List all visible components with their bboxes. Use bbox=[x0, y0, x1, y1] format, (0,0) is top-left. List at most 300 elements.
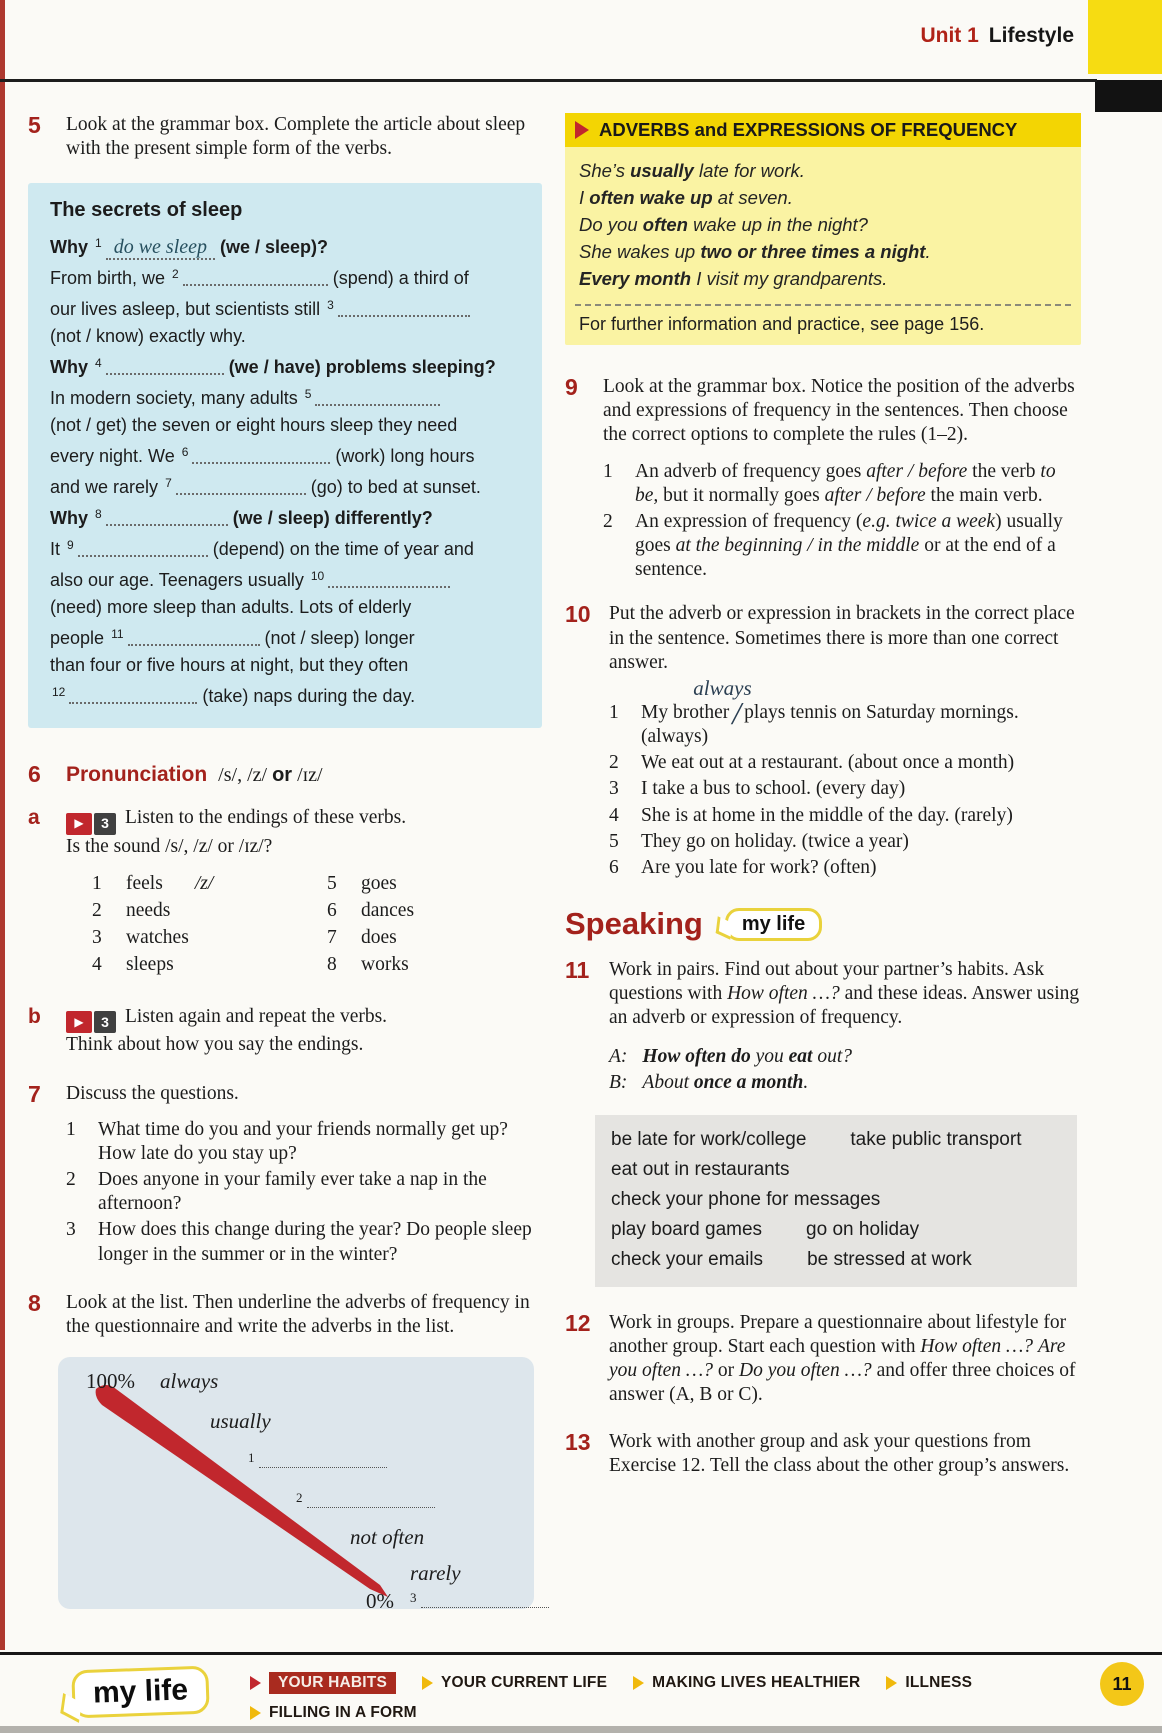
verb-number: 7 bbox=[327, 926, 337, 948]
exercise-10-item-number: 3 bbox=[609, 778, 619, 800]
exercise-9-item-text bbox=[635, 460, 1081, 508]
diagram-label-rarely: rarely bbox=[410, 1561, 461, 1586]
text-segment: after / before bbox=[824, 484, 926, 506]
exercise-11-dialogue bbox=[609, 1045, 1081, 1095]
text-segment: She’s bbox=[579, 160, 631, 181]
text-segment: I visit my grandparents. bbox=[691, 268, 888, 289]
text-segment: or bbox=[272, 764, 293, 787]
my-life-badge: my life bbox=[725, 908, 822, 941]
exercise-8-number: 8 bbox=[28, 1289, 41, 1316]
exercise-10-item bbox=[609, 675, 1081, 749]
footer-topic[interactable] bbox=[250, 1672, 396, 1694]
exercise-10-item-pre: My brother bbox=[641, 701, 730, 723]
exercise-13-instruction: Work with another group and ask your questions from Exercise 12. Tell the class about the other group’s answers. bbox=[609, 1430, 1070, 1476]
exercise-10-item-text: They go on holiday. (twice a year) bbox=[641, 830, 909, 852]
exercise-12-number: 12 bbox=[565, 1309, 591, 1336]
footer-topic-label: YOUR CURRENT LIFE bbox=[440, 1674, 608, 1691]
text-segment: (take) naps during the day. bbox=[197, 686, 416, 707]
article-line bbox=[50, 501, 524, 532]
text-segment: the verb bbox=[967, 460, 1041, 482]
item-a-text bbox=[66, 806, 406, 859]
exercise-9 bbox=[565, 375, 1081, 582]
ideas-line bbox=[611, 1185, 1061, 1215]
exercise-10-item-number: 1 bbox=[609, 701, 619, 723]
exercise-10-item-text: Are you late for work? (often) bbox=[641, 856, 877, 878]
verb-sound-note: /z/ bbox=[194, 872, 214, 894]
text-segment: than four or five hours at night, but they often bbox=[50, 655, 409, 676]
text-segment: /ɪz/ bbox=[292, 764, 323, 787]
text-segment: 11 bbox=[111, 627, 124, 642]
footer-topic-label: FILLING IN A FORM bbox=[269, 1704, 417, 1721]
fill-in-blank[interactable] bbox=[69, 687, 197, 704]
verb-word: does bbox=[361, 926, 397, 948]
grammar-box-title: ADVERBS and EXPRESSIONS OF FREQUENCY bbox=[599, 119, 1018, 140]
dialogue-text bbox=[642, 1071, 808, 1095]
text-segment: I bbox=[579, 187, 590, 208]
pronunciation-sounds bbox=[213, 764, 322, 786]
exercise-9-number: 9 bbox=[565, 374, 578, 400]
exercise-12-instruction bbox=[609, 1311, 1081, 1408]
text-segment: and we rarely bbox=[50, 477, 164, 498]
text-segment: Why bbox=[50, 237, 93, 258]
text-segment: wake up in the night? bbox=[687, 214, 868, 235]
article-line bbox=[50, 350, 524, 381]
article-line bbox=[50, 412, 524, 439]
exercise-7 bbox=[28, 1082, 542, 1267]
footer-topics bbox=[250, 1672, 972, 1732]
exercise-10-items bbox=[609, 675, 1081, 880]
exercise-10-item-text: We eat out at a restaurant. (about once a month) bbox=[641, 752, 1015, 774]
grammar-box-sentences bbox=[565, 147, 1081, 298]
verb-item bbox=[327, 900, 517, 927]
exercise-6-heading bbox=[66, 762, 323, 788]
text-segment: Are you often …? bbox=[609, 1336, 1066, 1382]
idea-phrase: go on holiday bbox=[806, 1218, 920, 1240]
play-icon: ▶ bbox=[66, 813, 92, 835]
fill-in-blank[interactable] bbox=[176, 478, 306, 495]
text-segment: (depend) on the time of year and bbox=[207, 539, 474, 560]
diagram-blank-1-line[interactable] bbox=[259, 1453, 387, 1468]
idea-phrase: eat out in restaurants bbox=[611, 1158, 790, 1180]
verb-number: 5 bbox=[327, 872, 337, 894]
footer-topics-row-1 bbox=[250, 1672, 972, 1694]
diagram-blank-3-line[interactable] bbox=[421, 1593, 549, 1608]
dialogue-line bbox=[609, 1045, 1081, 1069]
article-line bbox=[50, 652, 524, 679]
grammar-box-note: For further information and practice, see page 156. bbox=[579, 314, 985, 334]
sleep-article-box bbox=[28, 183, 542, 728]
verb-item bbox=[327, 873, 517, 900]
idea-phrase: be late for work/college bbox=[611, 1128, 807, 1150]
exercise-10-item-number: 5 bbox=[609, 830, 619, 852]
dialogue-speaker-label: A: bbox=[609, 1045, 628, 1067]
exercise-5-number: 5 bbox=[28, 112, 41, 138]
text-segment: to be, bbox=[635, 460, 1056, 506]
text-segment: 4 bbox=[95, 356, 102, 371]
triangle-bullet-icon bbox=[422, 1676, 433, 1690]
text-segment: 10 bbox=[310, 569, 325, 584]
diagram-blank-1: 1 bbox=[248, 1449, 387, 1474]
text-segment: the main verb. bbox=[925, 484, 1043, 506]
article-line bbox=[50, 532, 524, 563]
exercise-7-item-number: 1 bbox=[66, 1118, 76, 1140]
idea-phrase: play board games bbox=[611, 1218, 763, 1240]
exercise-9-rules bbox=[603, 460, 1081, 583]
footer-topic[interactable] bbox=[633, 1674, 860, 1692]
exercise-9-item bbox=[603, 460, 1081, 508]
text-segment: every night. We bbox=[50, 446, 180, 467]
article-line bbox=[50, 621, 524, 652]
grammar-example-sentence bbox=[579, 238, 1067, 265]
text-segment: She wakes up bbox=[579, 241, 701, 262]
page-bottom-edge bbox=[0, 1726, 1162, 1733]
verb-item bbox=[92, 927, 327, 954]
exercise-5 bbox=[28, 113, 542, 161]
grammar-example-sentence bbox=[579, 211, 1067, 238]
diagram-blank-3: 3 bbox=[410, 1589, 549, 1614]
fill-in-blank[interactable] bbox=[315, 389, 440, 406]
exercise-10 bbox=[565, 602, 1081, 880]
grammar-example-sentence bbox=[579, 184, 1067, 211]
text-segment: An adverb of frequency goes bbox=[635, 460, 867, 482]
text-segment: About bbox=[642, 1071, 694, 1093]
grammar-box bbox=[565, 113, 1081, 345]
text-segment: Why bbox=[50, 508, 93, 529]
exercise-10-item bbox=[609, 804, 1081, 828]
fill-in-blank[interactable] bbox=[106, 509, 228, 526]
text-segment: (work) long hours bbox=[330, 446, 475, 467]
text-segment: (not / get) the seven or eight hours sleep they need bbox=[50, 415, 458, 436]
verb-number: 6 bbox=[327, 899, 337, 921]
text-segment: 5 bbox=[304, 387, 312, 402]
footer-topics-row-2 bbox=[250, 1704, 972, 1722]
article-line bbox=[50, 679, 524, 710]
frequency-arrow bbox=[58, 1357, 534, 1609]
triangle-bullet-icon bbox=[250, 1706, 261, 1720]
footer-topic[interactable] bbox=[886, 1674, 972, 1692]
article-line bbox=[50, 563, 524, 594]
text-segment: Why bbox=[50, 357, 93, 378]
triangle-bullet-icon bbox=[633, 1676, 644, 1690]
grammar-box-header bbox=[565, 113, 1081, 147]
exercise-10-item-number: 4 bbox=[609, 804, 619, 826]
text-segment: 2 bbox=[172, 267, 179, 282]
article-title: The secrets of sleep bbox=[50, 199, 243, 222]
fill-in-blank[interactable] bbox=[183, 269, 328, 286]
audio-track-icon[interactable] bbox=[66, 813, 116, 835]
article-line bbox=[50, 381, 524, 412]
handwritten-annotation: always bbox=[693, 675, 752, 700]
text-segment: Every month bbox=[579, 268, 692, 289]
verb-word: feels bbox=[126, 872, 163, 894]
text-segment: (not / sleep) longer bbox=[259, 628, 415, 649]
text-segment: (spend) a third of bbox=[327, 268, 469, 289]
track-number: 3 bbox=[94, 1011, 116, 1033]
pronunciation-heading: Pronunciation bbox=[66, 763, 208, 787]
text-segment: two or three times a night bbox=[700, 241, 926, 262]
fill-in-blank[interactable] bbox=[338, 300, 470, 317]
diagram-0-percent: 0% bbox=[366, 1589, 394, 1614]
exercise-7-items bbox=[66, 1118, 542, 1267]
fill-in-blank[interactable] bbox=[128, 629, 260, 646]
exercise-10-item-number: 2 bbox=[609, 752, 619, 774]
diagram-blank-2: 2 bbox=[296, 1489, 435, 1514]
fill-in-blank[interactable] bbox=[328, 571, 450, 588]
diagram-label-usually: usually bbox=[210, 1409, 271, 1434]
audio-track-icon[interactable] bbox=[66, 1011, 116, 1033]
speaking-heading: Speaking bbox=[565, 906, 703, 942]
exercise-9-item-number: 1 bbox=[603, 460, 613, 482]
ideas-line bbox=[611, 1125, 1061, 1155]
article-line bbox=[50, 594, 524, 621]
exercise-7-item-text: Does anyone in your family ever take a nap in the afternoon? bbox=[98, 1169, 487, 1215]
verb-item bbox=[327, 954, 517, 981]
text-segment: usually bbox=[630, 160, 694, 181]
grammar-example-sentence bbox=[579, 265, 1067, 292]
insertion-caret bbox=[693, 675, 752, 731]
text-segment: or at the end of a sentence. bbox=[635, 535, 1056, 581]
text-segment: you bbox=[755, 1045, 789, 1067]
text-segment: often bbox=[642, 214, 688, 235]
verb-number: 4 bbox=[92, 953, 102, 975]
article-line bbox=[50, 323, 524, 350]
book-spine-edge bbox=[0, 0, 5, 1650]
text-segment: 12 bbox=[52, 685, 66, 700]
exercise-8-instruction: Look at the list. Then underline the adverbs of frequency in the questionnaire and write the adverbs in the list. bbox=[66, 1291, 530, 1337]
verb-word: dances bbox=[361, 899, 415, 921]
text-segment: at seven. bbox=[712, 187, 793, 208]
diagram-label-always: always bbox=[160, 1369, 219, 1394]
text-segment: (not / know) exactly why. bbox=[50, 326, 246, 347]
handwritten-answer: do we sleep bbox=[106, 236, 215, 260]
verb-number: 2 bbox=[92, 899, 102, 921]
article-line bbox=[50, 230, 524, 261]
exercise-10-body bbox=[609, 602, 1081, 880]
text-segment: but it normally goes bbox=[658, 484, 825, 506]
verb-word: goes bbox=[361, 872, 397, 894]
text-segment: In modern society, many adults bbox=[50, 388, 303, 409]
article-line bbox=[50, 470, 524, 501]
text-segment: and offer three choices of answer (A, B or C). bbox=[609, 1360, 1076, 1406]
exercise-6a bbox=[28, 806, 542, 859]
exercise-10-item-post: plays tennis on Saturday mornings. (always) bbox=[641, 701, 1019, 748]
exercise-10-item-text bbox=[641, 675, 1081, 749]
footer-topic-label: YOUR HABITS bbox=[269, 1672, 396, 1694]
text-segment: It bbox=[50, 539, 66, 560]
exercise-11 bbox=[565, 958, 1081, 1095]
exercise-9-item-text bbox=[635, 510, 1081, 583]
item-b-line1: Listen again and repeat the verbs. bbox=[125, 1005, 388, 1027]
exercise-13 bbox=[565, 1430, 1081, 1478]
right-column bbox=[565, 113, 1081, 1478]
ideas-line bbox=[611, 1215, 1061, 1245]
triangle-bullet-icon bbox=[886, 1676, 897, 1690]
footer-topic-label: ILLNESS bbox=[905, 1674, 973, 1691]
article-lines bbox=[50, 230, 524, 710]
red-triangle-icon bbox=[575, 121, 589, 139]
text-segment: . bbox=[925, 241, 931, 262]
diagram-100-percent: 100% bbox=[86, 1369, 135, 1394]
ideas-line bbox=[611, 1245, 1061, 1275]
text-segment: or bbox=[712, 1360, 739, 1382]
speaking-section-header bbox=[565, 906, 1081, 942]
exercise-11-instruction bbox=[609, 958, 1081, 1031]
text-segment: (go) to bed at sunset. bbox=[305, 477, 481, 498]
text-segment: . bbox=[803, 1071, 809, 1093]
text-segment: people bbox=[50, 628, 110, 649]
exercise-7-item-text: How does this change during the year? Do people sleep longer in the summer or in the winter? bbox=[98, 1219, 532, 1265]
exercise-6 bbox=[28, 762, 542, 788]
footer-topic-label: MAKING LIVES HEALTHIER bbox=[652, 1674, 861, 1691]
text-segment: after / before bbox=[866, 460, 968, 482]
verb-item bbox=[92, 873, 327, 900]
item-b-letter: b bbox=[28, 1004, 41, 1028]
ideas-line bbox=[611, 1155, 1061, 1185]
dialogue-text bbox=[642, 1045, 852, 1069]
page-number: 11 bbox=[1100, 1662, 1144, 1706]
exercise-10-number: 10 bbox=[565, 601, 591, 628]
exercise-11-number: 11 bbox=[565, 957, 590, 984]
idea-phrase: take public transport bbox=[850, 1128, 1022, 1150]
text-segment: From birth, we bbox=[50, 268, 171, 289]
text-segment: and these ideas. Answer using an adverb or expression of frequency. bbox=[609, 983, 1080, 1029]
verb-word: sleeps bbox=[126, 953, 174, 975]
item-a-line2: Is the sound /s/, /z/ or /ɪz/? bbox=[66, 835, 273, 857]
verb-number: 1 bbox=[92, 872, 102, 894]
verb-word: needs bbox=[126, 899, 171, 921]
text-segment: Do you often …? bbox=[738, 1360, 872, 1382]
item-b-line2: Think about how you say the endings. bbox=[66, 1034, 364, 1056]
verb-item bbox=[92, 900, 327, 927]
exercise-8 bbox=[28, 1291, 542, 1339]
exercise-7-item bbox=[66, 1118, 542, 1166]
text-segment: also our age. Teenagers usually bbox=[50, 570, 309, 591]
exercise-5-instruction: Look at the grammar box. Complete the article about sleep with the present simple form of the verbs. bbox=[66, 114, 526, 160]
exercise-10-item-number: 6 bbox=[609, 856, 619, 878]
frequency-diagram bbox=[58, 1357, 534, 1614]
verb-item bbox=[327, 927, 517, 954]
exercise-6b bbox=[28, 1005, 542, 1058]
text-segment: Work in pairs. Find out about your partner’s habits. Ask questions with bbox=[609, 959, 1045, 1005]
verb-number: 8 bbox=[327, 953, 337, 975]
text-segment: 8 bbox=[95, 507, 102, 522]
unit-header bbox=[920, 24, 1074, 48]
my-life-footer-badge: my life bbox=[71, 1666, 210, 1719]
article-line bbox=[50, 261, 524, 292]
idea-phrase: check your emails bbox=[611, 1248, 764, 1270]
corner-yellow-strip bbox=[1088, 0, 1162, 74]
exercise-7-item bbox=[66, 1218, 542, 1266]
text-segment: 3 bbox=[327, 298, 334, 313]
text-segment: eat bbox=[788, 1045, 818, 1067]
text-segment: How often do bbox=[642, 1045, 756, 1067]
text-segment: Work in groups. Prepare a questionnaire about lifestyle for another group. Start each question with bbox=[609, 1311, 1067, 1358]
text-segment: /s/, /z/ bbox=[213, 764, 273, 787]
text-segment: 6 bbox=[181, 445, 189, 460]
exercise-12 bbox=[565, 1311, 1081, 1408]
exercise-10-item bbox=[609, 856, 1081, 880]
exercise-13-number: 13 bbox=[565, 1428, 591, 1455]
corner-black-block bbox=[1095, 80, 1162, 112]
diagram-blank-2-line[interactable] bbox=[307, 1493, 435, 1508]
idea-phrase: check your phone for messages bbox=[611, 1188, 881, 1210]
item-a-line1: Listen to the endings of these verbs. bbox=[125, 807, 407, 829]
exercise-7-number: 7 bbox=[28, 1080, 41, 1107]
exercise-10-item-text: I take a bus to school. (every day) bbox=[641, 778, 906, 800]
triangle-bullet-icon bbox=[250, 1676, 261, 1690]
text-segment: late for work. bbox=[693, 160, 805, 181]
exercise-7-item bbox=[66, 1168, 542, 1216]
play-icon: ▶ bbox=[66, 1011, 92, 1033]
verb-word: works bbox=[361, 953, 409, 975]
text-segment: ) usually goes bbox=[635, 510, 1063, 557]
text-segment: How often …? bbox=[920, 1336, 1034, 1358]
exercise-6-number: 6 bbox=[28, 761, 41, 788]
exercise-7-item-text: What time do you and your friends normally get up? How late do you stay up? bbox=[98, 1118, 508, 1164]
text-segment: An expression of frequency ( bbox=[635, 510, 863, 532]
exercise-9-body bbox=[603, 375, 1081, 582]
fill-in-blank[interactable] bbox=[78, 540, 208, 557]
idea-phrase: be stressed at work bbox=[807, 1248, 972, 1270]
ideas-box bbox=[595, 1115, 1077, 1287]
exercise-10-item bbox=[609, 830, 1081, 854]
article-line bbox=[50, 292, 524, 323]
unit-title: Lifestyle bbox=[988, 24, 1074, 47]
exercise-7-body bbox=[66, 1082, 542, 1267]
verbs-list bbox=[92, 873, 542, 981]
caret-slash: / bbox=[732, 694, 742, 731]
text-segment: 1 bbox=[95, 236, 102, 251]
text-segment: out? bbox=[817, 1045, 853, 1067]
footer-topic[interactable] bbox=[422, 1674, 607, 1692]
exercise-10-item-text: She is at home in the middle of the day. (rarely) bbox=[641, 804, 1013, 826]
footer-topic[interactable] bbox=[250, 1704, 417, 1722]
article-line bbox=[50, 439, 524, 470]
header-rule bbox=[0, 79, 1097, 82]
text-segment: Do you bbox=[579, 214, 643, 235]
exercise-10-item bbox=[609, 751, 1081, 775]
text-segment: once a month bbox=[693, 1071, 804, 1093]
dialogue-line bbox=[609, 1071, 1081, 1095]
text-segment: 7 bbox=[165, 476, 172, 491]
grammar-example-sentence bbox=[579, 157, 1067, 184]
diagram-label-not-often: not often bbox=[350, 1525, 425, 1550]
track-number: 3 bbox=[94, 813, 116, 835]
exercise-9-item-number: 2 bbox=[603, 510, 613, 532]
fill-in-blank[interactable] bbox=[192, 447, 330, 464]
text-segment: at the beginning / in the middle bbox=[675, 535, 920, 557]
fill-in-blank[interactable] bbox=[106, 358, 224, 375]
unit-number: Unit 1 bbox=[920, 24, 979, 47]
verb-word: watches bbox=[126, 926, 189, 948]
exercise-7-instruction: Discuss the questions. bbox=[66, 1082, 239, 1104]
text-segment: our lives asleep, but scientists still bbox=[50, 299, 326, 320]
verb-number: 3 bbox=[92, 926, 102, 948]
text-segment: (we / have) problems sleeping? bbox=[223, 357, 496, 378]
dialogue-speaker-label: B: bbox=[609, 1071, 628, 1093]
exercise-10-instruction: Put the adverb or expression in brackets in the correct place in the sentence. Sometimes there is more than one correct answer. bbox=[609, 603, 1075, 673]
left-column bbox=[28, 112, 542, 1614]
text-segment: often wake up bbox=[589, 187, 713, 208]
exercise-7-item-number: 3 bbox=[66, 1219, 76, 1241]
exercise-11-body bbox=[609, 958, 1081, 1095]
exercise-9-instruction: Look at the grammar box. Notice the position of the adverbs and expressions of frequency in the sentences. Then choose the correct options to complete the rules (1–2). bbox=[603, 376, 1075, 446]
text-segment: How often …? bbox=[727, 983, 840, 1005]
exercise-9-item bbox=[603, 510, 1081, 583]
footer-rule bbox=[0, 1652, 1162, 1655]
item-a-letter: a bbox=[28, 806, 40, 830]
text-segment: 9 bbox=[67, 538, 74, 553]
